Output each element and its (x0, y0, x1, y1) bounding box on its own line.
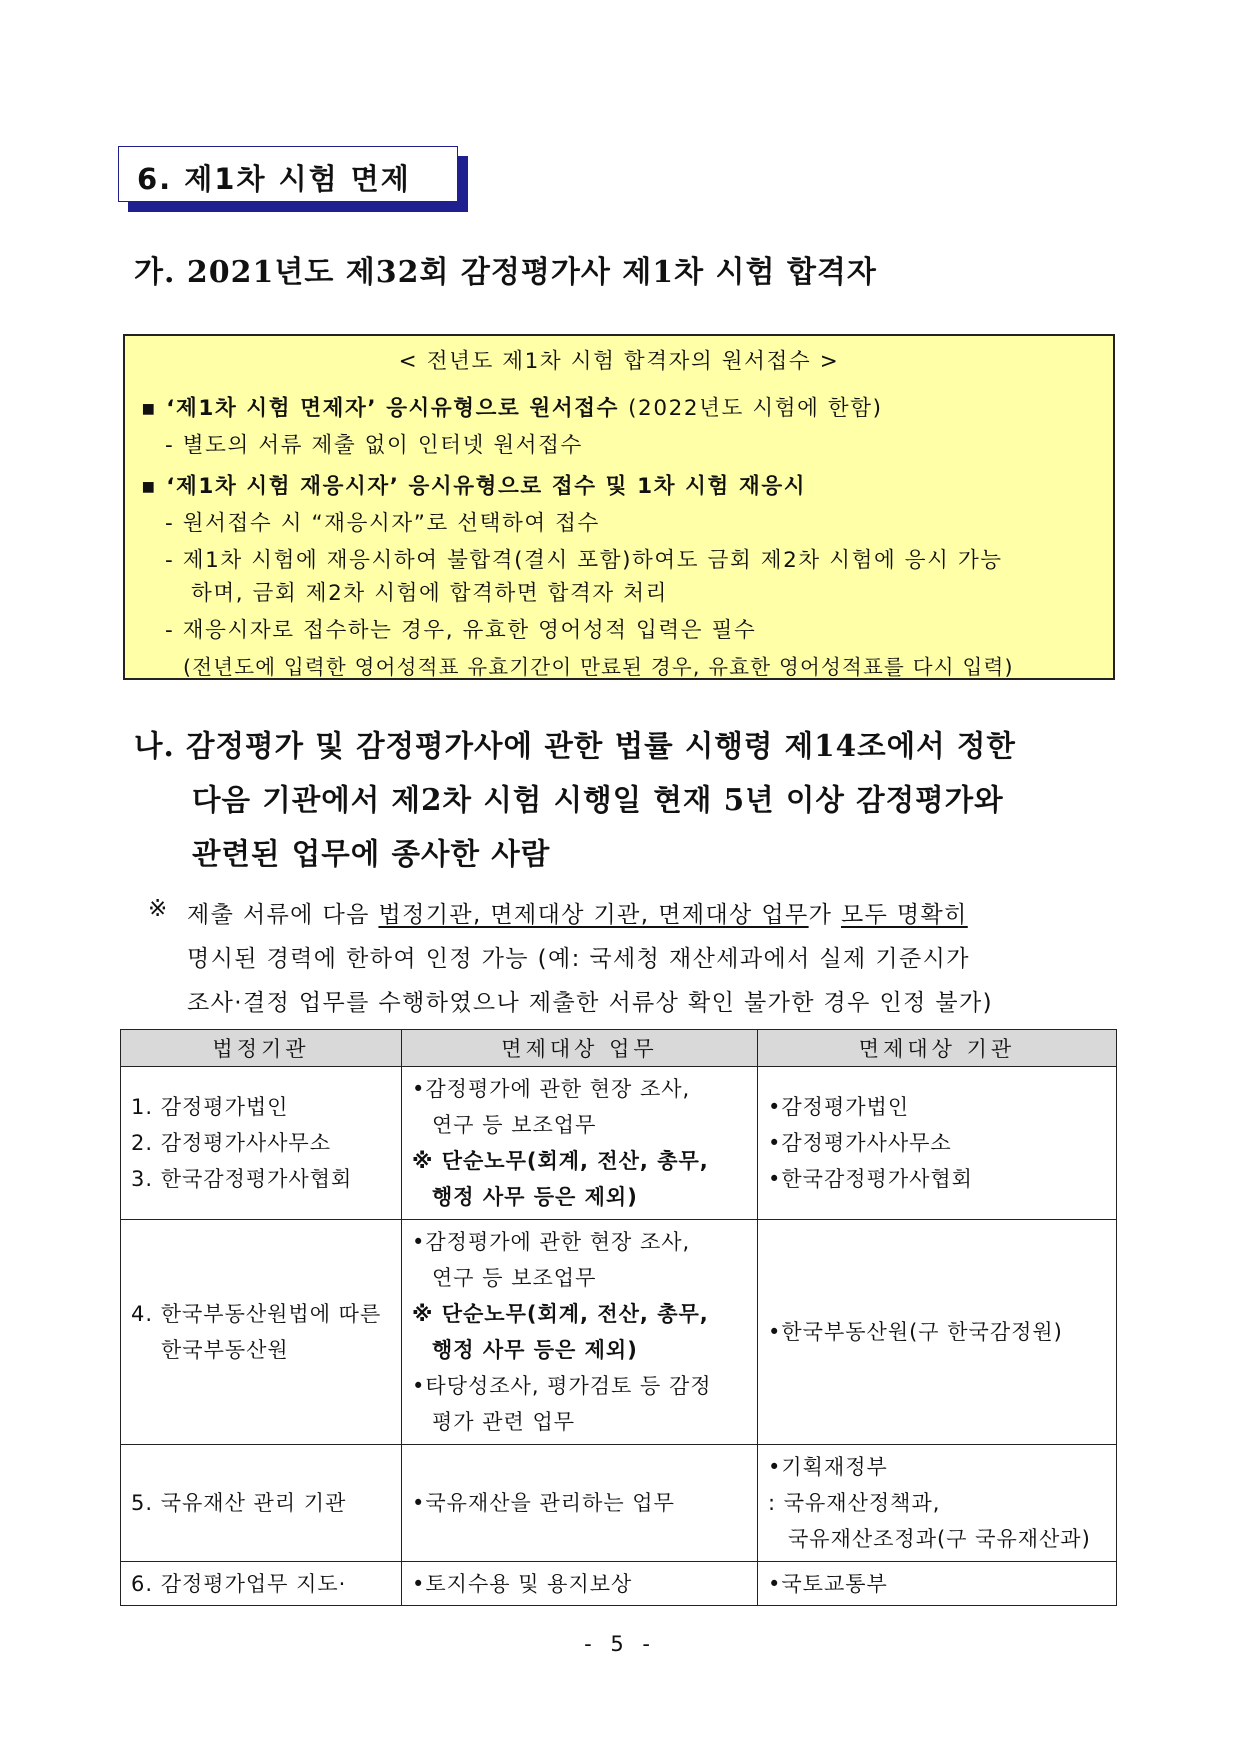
note-line-5: - 제1차 시험에 재응시하여 불합격(결시 포함)하여도 금회 제2차 시험에 응시 가능 (165, 548, 1003, 573)
note-line-7: - 재응시자로 접수하는 경우, 유효한 영어성적 입력은 필수 (165, 618, 757, 643)
row1-org-cell (121, 1067, 402, 1220)
row3-org-1: 5. 국유재산 관리 기관 (131, 1491, 347, 1515)
section-header (118, 146, 468, 212)
row3-org-cell (121, 1445, 402, 1562)
row3-work-1: •국유재산을 관리하는 업무 (412, 1491, 675, 1515)
row1-org-3: 3. 한국감정평가사협회 (131, 1167, 353, 1191)
exemption-table (120, 1029, 1117, 1606)
row2-work-6: 평가 관련 업무 (432, 1410, 576, 1434)
remark-l1-b: 가 (808, 902, 841, 928)
note-bullet-1 (141, 391, 883, 422)
row2-work-5: •타당성조사, 평가검토 등 감정 (412, 1374, 712, 1398)
row2-inst-1: •한국부동산원(구 한국감정원) (768, 1320, 1063, 1344)
page-number: - 5 - (584, 1632, 656, 1656)
row2-work-3: ※ 단순노무(회계, 전산, 총무, (412, 1302, 709, 1326)
row3-inst-1: •기획재정부 (768, 1455, 888, 1479)
row3-inst-2: : 국유재산정책과, (768, 1491, 941, 1515)
header-exempt-work: 면제대상 업무 (402, 1030, 758, 1067)
row3-work-cell (402, 1445, 758, 1562)
note-line-2: - 별도의 서류 제출 없이 인터넷 원서접수 (165, 433, 583, 458)
remark-l1-a: 제출 서류에 다음 (187, 902, 379, 928)
row1-work-2: 연구 등 보조업무 (432, 1113, 597, 1137)
section-header-box (118, 146, 458, 202)
table-row (121, 1067, 1117, 1220)
part-na-line-2: 다음 기관에서 제2차 시험 시행일 현재 5년 이상 감정평가와 (192, 782, 1004, 817)
row4-inst-cell (758, 1562, 1117, 1606)
row1-inst-1: •감정평가법인 (768, 1095, 910, 1119)
row2-org-1: 4. 한국부동산원법에 따른 (131, 1302, 382, 1326)
note-box-title: < 전년도 제1차 시험 합격자의 원서접수 > (398, 349, 840, 374)
row3-inst-3: 국유재산조정과(구 국유재산과) (788, 1527, 1091, 1551)
remark-line-3: 조사·결정 업무를 수행하였으나 제출한 서류상 확인 불가한 경우 인정 불가) (187, 990, 994, 1016)
row2-work-2: 연구 등 보조업무 (432, 1266, 597, 1290)
row4-inst-1: •국토교통부 (768, 1571, 888, 1596)
note-box (123, 334, 1115, 680)
row1-inst-3: •한국감정평가사협회 (768, 1167, 973, 1191)
remark-l1-underline-2: 모두 명확히 (840, 902, 968, 928)
table-header-row (121, 1030, 1117, 1067)
row1-inst-2: •감정평가사사무소 (768, 1131, 952, 1155)
row1-work-3: ※ 단순노무(회계, 전산, 총무, (412, 1149, 709, 1173)
row1-work-cell (402, 1067, 758, 1220)
row4-org-1: 6. 감정평가업무 지도· (131, 1571, 347, 1596)
remark-line-2: 명시된 경력에 한하여 인정 가능 (예: 국세청 재산세과에서 실제 기준시가 (187, 946, 970, 972)
table-row (121, 1220, 1117, 1445)
part-na-line-1: 나. 감정평가 및 감정평가사에 관한 법률 시행령 제14조에서 정한 (134, 728, 1016, 763)
row2-org-cell (121, 1220, 402, 1445)
note-bullet-2: ▪ ‘제1차 시험 재응시자’ 응시유형으로 접수 및 1차 시험 재응시 (141, 474, 807, 499)
row1-work-4: 행정 사무 등은 제외) (432, 1185, 638, 1209)
row4-work-cell (402, 1562, 758, 1606)
note-line-4: - 원서접수 시 “재응시자”로 선택하여 접수 (165, 511, 600, 536)
header-legal-org: 법정기관 (121, 1030, 402, 1067)
row1-inst-cell (758, 1067, 1117, 1220)
part-ga-heading: 가. 2021년도 제32회 감정평가사 제1차 시험 합격자 (134, 255, 877, 290)
row4-org-cell (121, 1562, 402, 1606)
note-line-6: 하며, 금회 제2차 시험에 합격하면 합격자 처리 (191, 581, 668, 606)
note-bullet-1-text: ▪ ‘제1차 시험 면제자’ 응시유형으로 원서접수 (141, 396, 619, 421)
row2-work-4: 행정 사무 등은 제외) (432, 1338, 638, 1362)
row2-work-1: •감정평가에 관한 현장 조사, (412, 1230, 691, 1254)
section-title: 6. 제1차 시험 면제 (137, 162, 411, 196)
header-exempt-institution: 면제대상 기관 (758, 1030, 1117, 1067)
table-row (121, 1562, 1117, 1606)
row1-work-1: •감정평가에 관한 현장 조사, (412, 1077, 691, 1101)
remark-line-1 (187, 896, 968, 929)
row1-org-2: 2. 감정평가사사무소 (131, 1131, 331, 1155)
note-line-8: (전년도에 입력한 영어성적표 유효기간이 만료된 경우, 유효한 영어성적표를 다시 입력) (183, 655, 1014, 679)
row2-org-2: 한국부동산원 (161, 1338, 289, 1362)
row4-work-1: •토지수용 및 용지보상 (412, 1571, 633, 1596)
table-row (121, 1445, 1117, 1562)
row1-org-1: 1. 감정평가법인 (131, 1095, 289, 1119)
row3-inst-cell (758, 1445, 1117, 1562)
row2-inst-cell (758, 1220, 1117, 1445)
remark-mark: ※ (148, 896, 169, 922)
row2-work-cell (402, 1220, 758, 1445)
remark-l1-underline-1: 법정기관, 면제대상 기관, 면제대상 업무 (378, 902, 809, 928)
part-na-line-3: 관련된 업무에 종사한 사람 (192, 836, 551, 871)
note-bullet-1-suffix: (2022년도 시험에 한함) (628, 396, 883, 421)
